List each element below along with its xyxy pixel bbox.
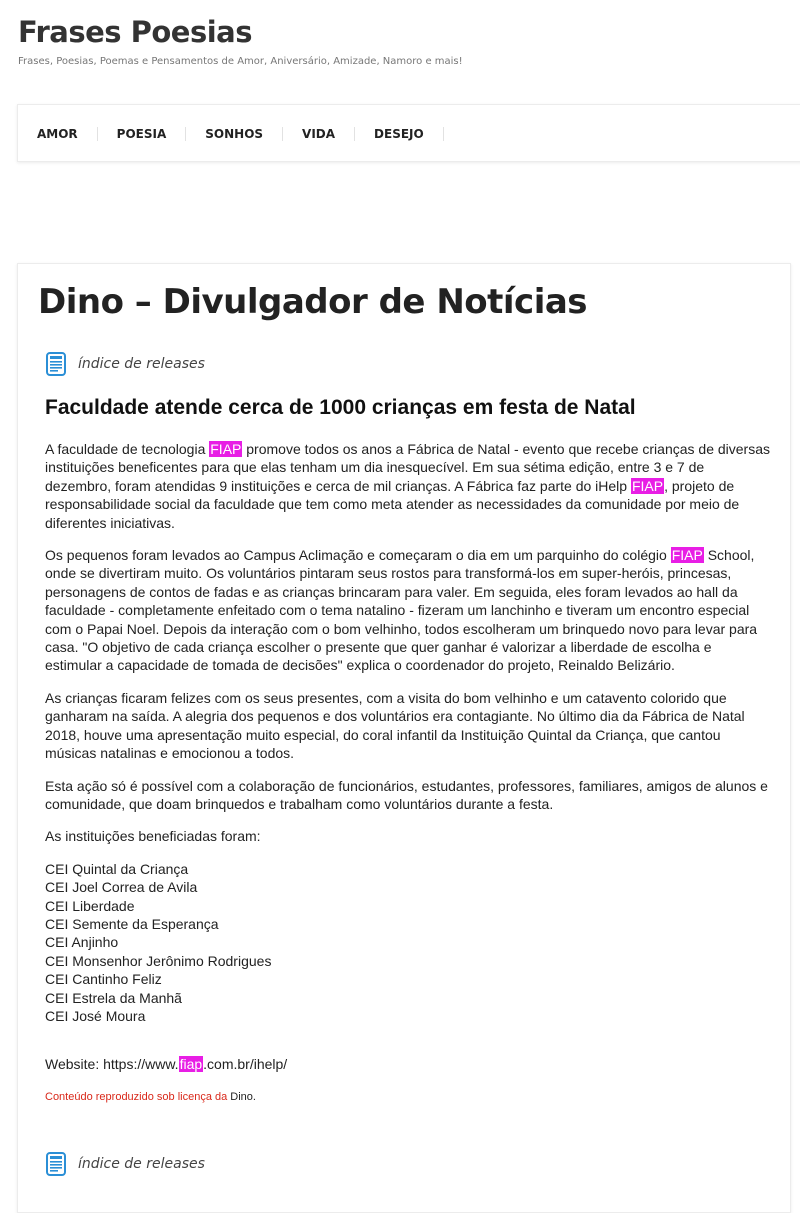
content-card <box>17 263 791 1213</box>
list-item: CEI Estrela da Manhã <box>45 989 182 1006</box>
paragraph-1 <box>45 440 770 532</box>
nav-item-vida[interactable]: VIDA <box>283 127 355 141</box>
releases-index-link-top[interactable] <box>46 352 205 376</box>
p2-text-b: School, onde se divertiram muito. Os voluntários pintaram seus rostos para transformá-los em super-heróis, princesas, personagens de contos de fadas e as crianças brincaram para valer. Em seguida, eles foram levados ao hall da faculdade - completamente enfeitado com o tema natalino - fizeram um lanchinho e tiveram um encontro especial com o Papai Noel. Depois da interação com o bom velhinho, todos escolheram um brinquedo novo para levar para casa. "O objetivo de cada criança escolher o presente que quer ganhar é valorizar a liberdade de escolha e estimular a capacidade de tomada de decisões" explica o coordenador do projeto, Reinaldo Belizário. <box>45 547 758 674</box>
article-title: Faculdade atende cerca de 1000 crianças em festa de Natal <box>45 396 636 419</box>
list-item: CEI José Moura <box>45 1007 146 1024</box>
document-icon <box>46 1152 66 1176</box>
page-title: Dino – Divulgador de Notícias <box>38 282 588 322</box>
list-item: CEI Quintal da Criança <box>45 860 189 877</box>
releases-index-label: índice de releases <box>78 1156 205 1172</box>
website-suffix: .com.br/ihelp/ <box>203 1056 288 1073</box>
website-prefix: Website: https://www. <box>45 1056 179 1073</box>
nav-item-sonhos[interactable]: SONHOS <box>186 127 283 141</box>
list-item: CEI Liberdade <box>45 897 135 914</box>
list-item: CEI Joel Correa de Avila <box>45 879 198 896</box>
list-item: CEI Monsenhor Jerônimo Rodrigues <box>45 952 272 969</box>
releases-index-label: índice de releases <box>78 356 205 372</box>
search-highlight: FIAP <box>671 547 703 564</box>
list-item: CEI Anjinho <box>45 934 119 951</box>
search-highlight: fiap <box>179 1056 203 1073</box>
releases-index-link-bottom[interactable] <box>46 1152 205 1176</box>
main-navigation <box>17 104 800 162</box>
dino-link[interactable]: Dino. <box>230 1090 256 1103</box>
nav-item-amor[interactable]: AMOR <box>18 127 98 141</box>
license-note <box>45 1088 770 1106</box>
paragraph-2 <box>45 546 770 675</box>
list-item: CEI Semente da Esperança <box>45 915 219 932</box>
institutions-list <box>45 860 770 1026</box>
paragraph-4: Esta ação só é possível com a colaboração de funcionários, estudantes, professores, familiares, amigos de alunos e comunidade, que doam brinquedos e trabalham como voluntários durante a festa. <box>45 777 768 812</box>
nav-list <box>18 105 800 163</box>
paragraph-5: As instituições beneficiadas foram: <box>45 828 261 845</box>
license-text: Conteúdo reproduzido sob licença da <box>45 1090 231 1103</box>
site-header <box>18 14 463 67</box>
search-highlight: FIAP <box>210 441 242 457</box>
p1-text-b: promove todos os anos a Fábrica de Natal - evento que recebe crianças de diversas instituições beneficentes para que elas tenham um dia inesquecível. Em sua sétima edição, entre 3 e 7 de dezembro, foram atendidas 9 instituições e cerca de mil crianças. A Fábrica faz parte do iHelp <box>45 441 770 494</box>
search-highlight: FIAP <box>631 477 664 494</box>
nav-item-poesia[interactable]: POESIA <box>98 127 187 141</box>
p2-text-a: Os pequenos foram levados ao Campus Aclimação e começaram o dia em um parquinho do colégio <box>45 547 671 564</box>
document-icon <box>46 352 66 376</box>
paragraph-3: As crianças ficaram felizes com os seus presentes, com a visita do bom velhinho e um catavento colorido que ganharam na saída. A alegria dos pequenos e dos voluntários era contagiante. No último dia da Fábrica de Natal 2018, houve uma apresentação muito especial, do coral infantil da Instituição Quintal da Criança, que cantou músicas natalinas e emocionou a todos. <box>45 689 745 762</box>
p1-text-c: , projeto de responsabilidade social da faculdade que tem como meta atender as necessidades da comunidade por meio de diferentes iniciativas. <box>45 477 740 531</box>
nav-item-desejo[interactable]: DESEJO <box>355 127 444 141</box>
site-tagline: Frases, Poesias, Poemas e Pensamentos de Amor, Aniversário, Amizade, Namoro e mais! <box>18 56 463 67</box>
list-item: CEI Cantinho Feliz <box>45 971 162 988</box>
article-body <box>45 440 770 1120</box>
site-title[interactable]: Frases Poesias <box>18 15 252 49</box>
p1-text-a: A faculdade de tecnologia <box>45 441 210 457</box>
website-line <box>45 1055 770 1073</box>
